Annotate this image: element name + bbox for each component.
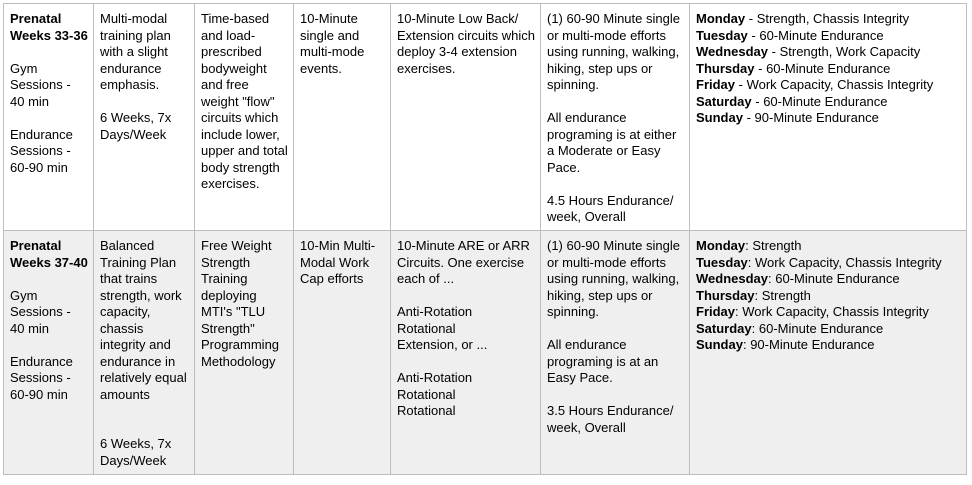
schedule-activity: Work Capacity, Chassis Integrity <box>742 304 929 319</box>
schedule-line: Tuesday - 60-Minute Endurance <box>696 27 884 43</box>
endurance-sessions-text: Endurance Sessions - 60-90 min <box>10 353 73 402</box>
schedule-line: Saturday: 60-Minute Endurance <box>696 320 884 336</box>
endurance-cell <box>541 4 690 231</box>
endurance-total-text: 4.5 Hours Endurance/ week, Overall <box>547 192 674 224</box>
schedule-day: Wednesday <box>696 44 769 59</box>
chassis-cell <box>391 231 541 475</box>
training-plan-table <box>3 3 967 475</box>
work-capacity-text: 10-Minute single and multi-mode events. <box>300 11 365 76</box>
schedule-activity: Strength, Work Capacity <box>779 44 921 59</box>
schedule-line: Monday - Strength, Chassis Integrity <box>696 11 910 26</box>
exercise-item: Rotational <box>397 403 456 418</box>
strength-cell <box>195 4 294 231</box>
exercise-item: Anti-Rotation <box>397 370 473 385</box>
work-capacity-cell <box>294 4 391 231</box>
gym-sessions-text: Gym Sessions - 40 min <box>10 60 71 109</box>
plan-table-wrapper <box>3 3 967 475</box>
schedule-line: Sunday - 90-Minute Endurance <box>696 110 879 125</box>
schedule-activity: 60-Minute Endurance <box>759 27 884 43</box>
schedule-activity: Strength, Chassis Integrity <box>756 11 910 26</box>
schedule-line: Wednesday - Strength, Work Capacity <box>696 44 921 59</box>
strength-cell <box>195 231 294 475</box>
plan-summary-cell <box>94 4 195 231</box>
chassis-text: 10-Minute Low Back/ Extension circuits which deploy 3-4 extension exercises. <box>397 11 535 76</box>
schedule-line: Thursday - 60-Minute Endurance <box>696 60 891 76</box>
endurance-efforts-text: (1) 60-90 Minute single or multi-mode efforts using running, walking, hiking, step ups or spinning. <box>547 11 680 92</box>
schedule-day: Friday <box>696 304 736 319</box>
gym-sessions-text: Gym Sessions - 40 min <box>10 287 71 336</box>
schedule-day: Sunday <box>696 337 743 352</box>
table-row <box>4 231 967 475</box>
exercise-item: Anti-Rotation <box>397 304 473 319</box>
table-row <box>4 4 967 231</box>
schedule-day: Sunday <box>696 110 743 125</box>
endurance-pace-text: All endurance programing is at either a Moderate or Easy Pace. <box>547 110 677 175</box>
schedule-activity: Work Capacity, Chassis Integrity <box>746 77 934 92</box>
strength-text: Free Weight Strength Training deploying MTI's "TLU Strength" Programming Methodology <box>201 238 280 369</box>
plan-summary-text: Balanced Training Plan that trains strength, work capacity, chassis integrity and endurance in relatively equal amounts <box>100 238 187 402</box>
plan-summary-text: Multi-modal training plan with a slight endurance emphasis. <box>100 11 171 92</box>
endurance-pace-text: All endurance programing is at an Easy Pace. <box>547 337 659 385</box>
schedule-day: Saturday <box>696 320 752 336</box>
schedule-activity: Work Capacity, Chassis Integrity <box>755 254 942 270</box>
schedule-line: Friday: Work Capacity, Chassis Integrity <box>696 304 929 319</box>
schedule-activity: 60-Minute Endurance <box>775 271 900 286</box>
work-capacity-cell <box>294 231 391 475</box>
schedule-day: Saturday <box>696 93 752 109</box>
schedule-day: Monday <box>696 11 746 26</box>
endurance-sessions-text: Endurance Sessions - 60-90 min <box>10 126 73 175</box>
schedule-line: Friday - Work Capacity, Chassis Integrity <box>696 77 934 92</box>
plan-duration-text: 6 Weeks, 7x Days/Week <box>100 436 172 468</box>
schedule-activity: 60-Minute Endurance <box>766 60 891 76</box>
endurance-total-text: 3.5 Hours Endurance/ week, Overall <box>547 403 674 435</box>
schedule-activity: 60-Minute Endurance <box>758 320 884 336</box>
strength-text: Time-based and load-prescribed bodyweight and free weight "flow" circuits which include lower, upper and total body strength exercises. <box>201 11 288 191</box>
schedule-line: Thursday: Strength <box>696 287 811 303</box>
schedule-line: Wednesday: 60-Minute Endurance <box>696 271 900 286</box>
arr-circuit-list <box>397 370 535 420</box>
schedule-day: Thursday <box>696 287 755 303</box>
phase-title: Prenatal Weeks 33-36 <box>10 11 88 43</box>
schedule-activity: Strength <box>752 238 802 253</box>
chassis-intro-text: 10-Minute ARE or ARR Circuits. One exercise each of ... <box>397 238 530 286</box>
schedule-day: Tuesday <box>696 27 748 43</box>
work-capacity-text: 10-Min Multi-Modal Work Cap efforts <box>300 238 376 286</box>
schedule-line: Sunday: 90-Minute Endurance <box>696 337 875 352</box>
plan-summary-cell <box>94 231 195 475</box>
are-circuit-list <box>397 304 535 354</box>
endurance-cell <box>541 231 690 475</box>
phase-cell <box>4 4 94 231</box>
weekly-schedule-cell <box>690 4 967 231</box>
schedule-line: Saturday - 60-Minute Endurance <box>696 93 888 109</box>
schedule-day: Friday <box>696 77 736 92</box>
schedule-activity: 90-Minute Endurance <box>750 337 875 352</box>
schedule-line: Tuesday: Work Capacity, Chassis Integrity <box>696 254 942 270</box>
phase-cell <box>4 231 94 475</box>
exercise-item: Rotational <box>397 320 456 336</box>
endurance-efforts-text: (1) 60-90 Minute single or multi-mode efforts using running, walking, hiking, step ups or spinning. <box>547 238 680 319</box>
schedule-activity: 90-Minute Endurance <box>754 110 879 125</box>
schedule-day: Wednesday <box>696 271 769 286</box>
plan-duration-text: 6 Weeks, 7x Days/Week <box>100 110 172 142</box>
schedule-day: Thursday <box>696 60 755 76</box>
exercise-item: Extension, or ... <box>397 337 488 352</box>
schedule-activity: 60-Minute Endurance <box>763 93 888 109</box>
schedule-line: Monday: Strength <box>696 238 802 253</box>
chassis-cell <box>391 4 541 231</box>
weekly-schedule-cell <box>690 231 967 475</box>
exercise-item: Rotational <box>397 386 456 402</box>
schedule-day: Tuesday <box>696 254 748 270</box>
schedule-activity: Strength <box>761 287 811 303</box>
phase-title: Prenatal Weeks 37-40 <box>10 238 88 270</box>
schedule-day: Monday <box>696 238 746 253</box>
